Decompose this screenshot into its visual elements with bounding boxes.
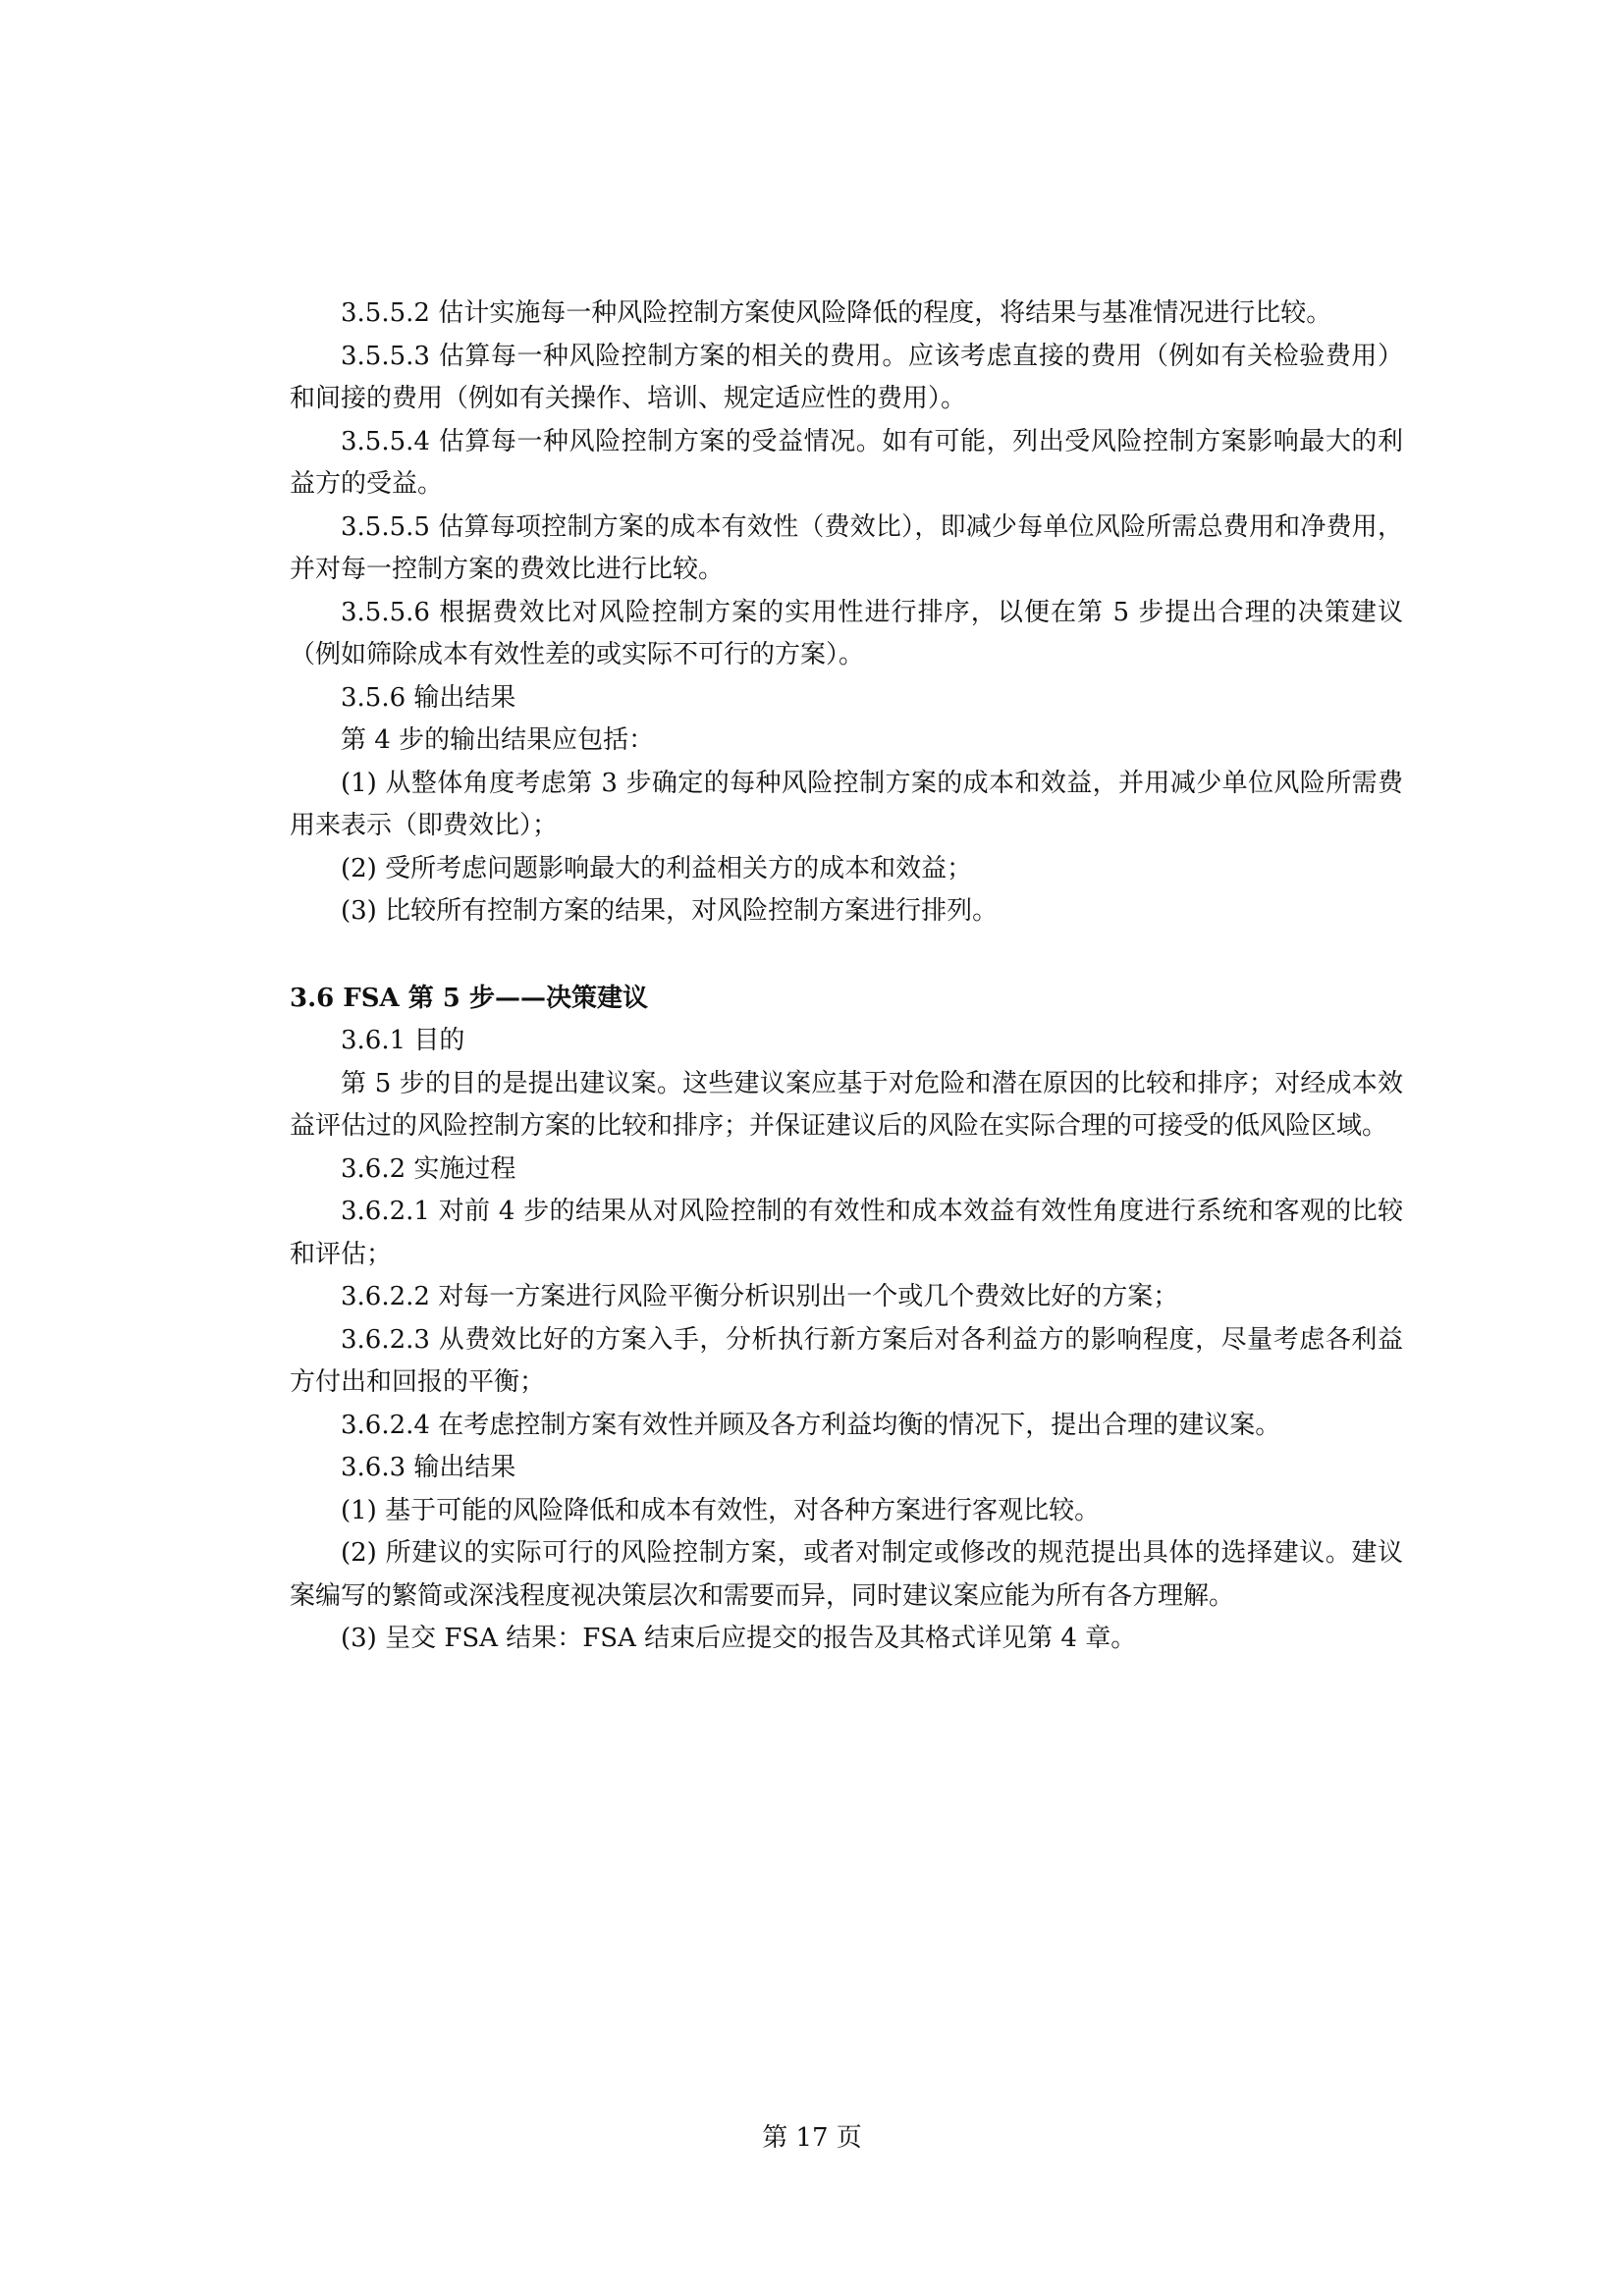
output-item-3: (3) 呈交 FSA 结果：FSA 结束后应提交的报告及其格式详见第 4 章。 bbox=[341, 1624, 1137, 1653]
paragraph-step4-output-intro: 第 4 步的输出结果应包括： bbox=[341, 725, 655, 755]
subheading-3-5-6: 3.5.6 输出结果 bbox=[341, 682, 516, 713]
list-item-3: (3) 比较所有控制方案的结果，对风险控制方案进行排列。 bbox=[341, 896, 999, 926]
paragraph-3-5-5-6: 3.5.5.6 根据费效比对风险控制方案的实用性进行排序，以便在第 5 步提出合理的决策建议（例如筛除成本有效性差的或实际不可行的方案）。 bbox=[290, 597, 1403, 669]
paragraph-3-5-5-5: 3.5.5.5 估算每项控制方案的成本有效性（费效比），即减少每单位风险所需总费用和净费用，并对每一控制方案的费效比进行比较。 bbox=[290, 511, 1403, 584]
section-heading-3-6: 3.6 FSA 第 5 步——决策建议 bbox=[290, 983, 648, 1013]
paragraph-3-5-5-2: 3.5.5.2 估计实施每一种风险控制方案使风险降低的程度，将结果与基准情况进行比较。 bbox=[341, 298, 1332, 328]
list-item-2: (2) 受所考虑问题影响最大的利益相关方的成本和效益； bbox=[341, 853, 973, 883]
subheading-3-6-2: 3.6.2 实施过程 bbox=[341, 1153, 516, 1184]
paragraph-step5-purpose: 第 5 步的目的是提出建议案。这些建议案应基于对危险和潜在原因的比较和排序；对经成本效益评估过的风险控制方案的比较和排序；并保证建议后的风险在实际合理的可接受的低风险区域。 bbox=[290, 1068, 1403, 1141]
subheading-3-6-1: 3.6.1 目的 bbox=[341, 1026, 465, 1055]
paragraph-3-6-2-3: 3.6.2.3 从费效比好的方案入手，分析执行新方案后对各利益方的影响程度，尽量考虑各利益方付出和回报的平衡； bbox=[290, 1324, 1403, 1397]
subheading-3-6-3: 3.6.3 输出结果 bbox=[341, 1453, 516, 1482]
output-item-1: (1) 基于可能的风险降低和成本有效性，对各种方案进行客观比较。 bbox=[341, 1495, 1101, 1525]
paragraph-3-6-2-4: 3.6.2.4 在考虑控制方案有效性并顾及各方利益均衡的情况下，提出合理的建议案。 bbox=[341, 1410, 1281, 1440]
list-item-1: (1) 从整体角度考虑第 3 步确定的每种风险控制方案的成本和效益，并用减少单位风险所需费用来表示（即费效比）； bbox=[290, 768, 1403, 840]
paragraph-3-6-2-1: 3.6.2.1 对前 4 步的结果从对风险控制的有效性和成本效益有效性角度进行系统和客观的比较和评估； bbox=[290, 1197, 1403, 1269]
output-item-2: (2) 所建议的实际可行的风险控制方案，或者对制定或修改的规范提出具体的选择建议。建议案编写的繁简或深浅程度视决策层次和需要而异，同时建议案应能为所有各方理解。 bbox=[290, 1538, 1403, 1611]
paragraph-3-5-5-4: 3.5.5.4 估算每一种风险控制方案的受益情况。如有可能，列出受风险控制方案影响最大的利益方的受益。 bbox=[290, 426, 1403, 499]
document-body bbox=[290, 293, 1403, 1661]
paragraph-3-5-5-3: 3.5.5.3 估算每一种风险控制方案的相关的费用。应该考虑直接的费用（例如有关检验费用）和间接的费用（例如有关操作、培训、规定适应性的费用）。 bbox=[290, 341, 1403, 413]
paragraph-3-6-2-2: 3.6.2.2 对每一方案进行风险平衡分析识别出一个或几个费效比好的方案； bbox=[341, 1282, 1179, 1311]
page-number: 第 17 页 bbox=[762, 2123, 862, 2153]
